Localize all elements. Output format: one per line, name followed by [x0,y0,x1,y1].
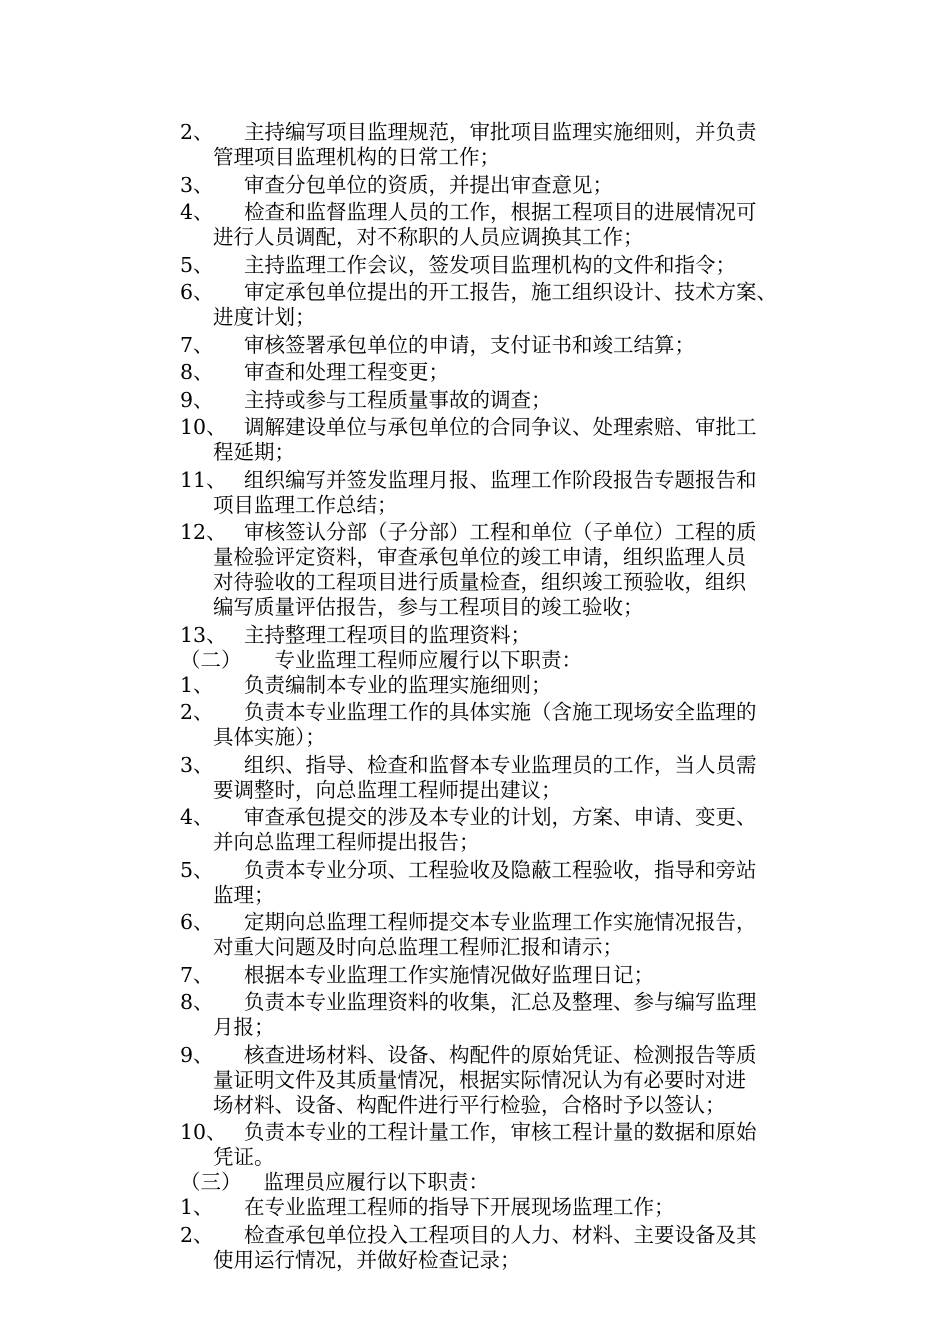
list-item-text: 主持整理工程项目的监理资料； [244,622,531,647]
list-item [180,388,820,413]
list-item-number: 2、 [180,1222,214,1247]
list-item-first-line [180,963,820,988]
list-item [180,910,820,960]
list-item-continuation: 管理项目监理机构的日常工作； [213,145,500,169]
list-item-first-line [180,753,820,778]
list-item-first-line [180,468,820,493]
list-item-number: 2、 [180,120,214,144]
list-item-continuation: 场材料、设备、构配件进行平行检验，合格时予以签认； [213,1092,726,1117]
list-item-first-line [180,173,820,198]
list-item-first-line [180,520,820,545]
list-item-first-line [180,120,820,145]
list-item-number: 6、 [180,280,214,304]
duty-list-inspector [180,1195,820,1273]
list-item [180,858,820,908]
duty-list-chief [180,120,820,648]
list-item-first-line [180,1223,820,1248]
list-item-text: 审查分包单位的资质，并提出审查意见； [244,172,613,197]
list-item [180,673,820,698]
list-item [180,415,820,465]
duty-list-specialist [180,673,820,1171]
list-item-text: 在专业监理工程师的指导下开展现场监理工作； [244,1195,675,1219]
list-item-first-line [180,673,820,698]
list-item [180,700,820,750]
list-item-text: 负责本专业监理工作的具体实施（含施工现场安全监理的 [244,700,757,724]
list-item [180,963,820,988]
list-item-number: 6、 [180,910,214,934]
list-item-continuation: 程延期； [213,440,295,464]
list-item-number: 10、 [180,1120,227,1144]
list-item [180,1223,820,1273]
section-number: （二） [180,647,242,672]
list-item-number: 7、 [180,332,214,357]
section-title: 监理员应履行以下职责： [263,1170,489,1194]
list-item-text: 负责本专业分项、工程验收及隐蔽工程验收，指导和旁站 [244,857,757,882]
list-item-continuation: 具体实施）； [213,725,326,749]
list-item-text: 审核签署承包单位的申请，支付证书和竣工结算； [244,332,695,357]
list-item-number: 2、 [180,700,214,724]
list-item-first-line [180,700,820,725]
list-item-continuation: 对重大问题及时向总监理工程师汇报和请示； [213,935,623,959]
list-item-text: 主持监理工作会议，签发项目监理机构的文件和指令； [244,252,736,277]
list-item-number: 4、 [180,200,214,224]
list-item-first-line [180,858,820,883]
list-item-first-line [180,910,820,935]
list-item-number: 4、 [180,805,214,829]
list-item [180,253,820,278]
list-item-first-line [180,200,820,225]
list-item-continuation: 并向总监理工程师提出报告； [213,830,480,854]
list-item-continuation: 量检验评定资料，审查承包单位的竣工申请，组织监理人员 [213,545,746,569]
list-item-number: 1、 [180,1195,214,1219]
list-item-text: 检查承包单位投入工程项目的人力、材料、主要设备及其 [244,1222,757,1247]
list-item-continuation: 编写质量评估报告，参与工程项目的竣工验收； [213,595,644,619]
list-item [180,520,820,620]
list-item-number: 3、 [180,172,214,197]
list-item-continuation: 进行人员调配，对不称职的人员应调换其工作； [213,225,644,249]
list-item-continuation: 使用运行情况，并做好检查记录； [213,1247,521,1272]
list-item-number: 12、 [180,520,227,544]
list-item-continuation: 要调整时，向总监理工程师提出建议； [213,777,562,802]
list-item-number: 8、 [180,990,214,1014]
section-heading-2 [180,648,820,673]
list-item [180,1043,820,1118]
list-item-continuation: 监理； [213,882,275,907]
list-item-first-line [180,280,820,305]
list-item-first-line [180,253,820,278]
list-item-first-line [180,333,820,358]
list-item-number: 7、 [180,962,214,987]
list-item [180,200,820,250]
list-item-text: 根据本专业监理工作实施情况做好监理日记； [244,962,654,987]
list-item [180,1120,820,1170]
list-item [180,753,820,803]
list-item-number: 5、 [180,252,214,277]
list-item-first-line [180,1195,820,1220]
list-item-text: 定期向总监理工程师提交本专业监理工作实施情况报告， [244,910,757,934]
list-item-text: 主持或参与工程质量事故的调查； [244,387,552,412]
list-item [180,120,820,170]
list-item [180,280,820,330]
list-item [180,990,820,1040]
list-item-first-line [180,805,820,830]
list-item-continuation: 凭证。 [213,1145,275,1169]
list-item-text: 调解建设单位与承包单位的合同争议、处理索赔、审批工 [244,415,757,439]
list-item-number: 9、 [180,387,214,412]
list-item-number: 9、 [180,1042,214,1067]
list-item-number: 5、 [180,857,214,882]
list-item [180,360,820,385]
list-item [180,333,820,358]
list-item [180,173,820,198]
list-item [180,623,820,648]
list-item-number: 10、 [180,415,227,439]
list-item [180,1195,820,1220]
list-item-text: 主持编写项目监理规范，审批项目监理实施细则，并负责 [244,120,757,144]
list-item [180,805,820,855]
list-item-text: 检查和监督监理人员的工作，根据工程项目的进展情况可 [244,200,757,224]
list-item-first-line [180,623,820,648]
list-item-text: 审定承包单位提出的开工报告，施工组织设计、技术方案、 [244,280,777,304]
list-item-number: 3、 [180,752,214,777]
document-body [180,120,820,1273]
list-item-continuation: 对待验收的工程项目进行质量检查，组织竣工预验收，组织 [213,570,746,594]
list-item-number: 1、 [180,672,214,697]
list-item-first-line [180,1120,820,1145]
list-item-text: 组织、指导、检查和监督本专业监理员的工作，当人员需 [244,752,757,777]
list-item-number: 8、 [180,360,214,384]
list-item-text: 审核签认分部（子分部）工程和单位（子单位）工程的质 [244,520,757,544]
list-item-number: 11、 [180,467,227,492]
list-item-continuation: 量证明文件及其质量情况，根据实际情况认为有必要时对进 [213,1067,746,1092]
section-title: 专业监理工程师应履行以下职责： [274,647,582,672]
list-item-first-line [180,990,820,1015]
list-item-first-line [180,415,820,440]
list-item-continuation: 进度计划； [213,305,316,329]
list-item-text: 审查和处理工程变更； [244,360,449,384]
list-item-text: 审查承包提交的涉及本专业的计划，方案、申请、变更、 [244,805,757,829]
list-item-first-line [180,360,820,385]
section-heading-3 [180,1170,820,1195]
list-item [180,468,820,518]
section-number: （三） [180,1170,242,1194]
list-item-text: 组织编写并签发监理月报、监理工作阶段报告专题报告和 [244,467,757,492]
list-item-first-line [180,1043,820,1068]
list-item-text: 负责编制本专业的监理实施细则； [244,672,552,697]
list-item-first-line [180,388,820,413]
list-item-number: 13、 [180,622,227,647]
list-item-text: 核查进场材料、设备、构配件的原始凭证、检测报告等质 [244,1042,757,1067]
list-item-continuation: 项目监理工作总结； [213,492,398,517]
list-item-text: 负责本专业监理资料的收集，汇总及整理、参与编写监理 [244,990,757,1014]
list-item-continuation: 月报； [213,1015,275,1039]
list-item-text: 负责本专业的工程计量工作，审核工程计量的数据和原始 [244,1120,757,1144]
